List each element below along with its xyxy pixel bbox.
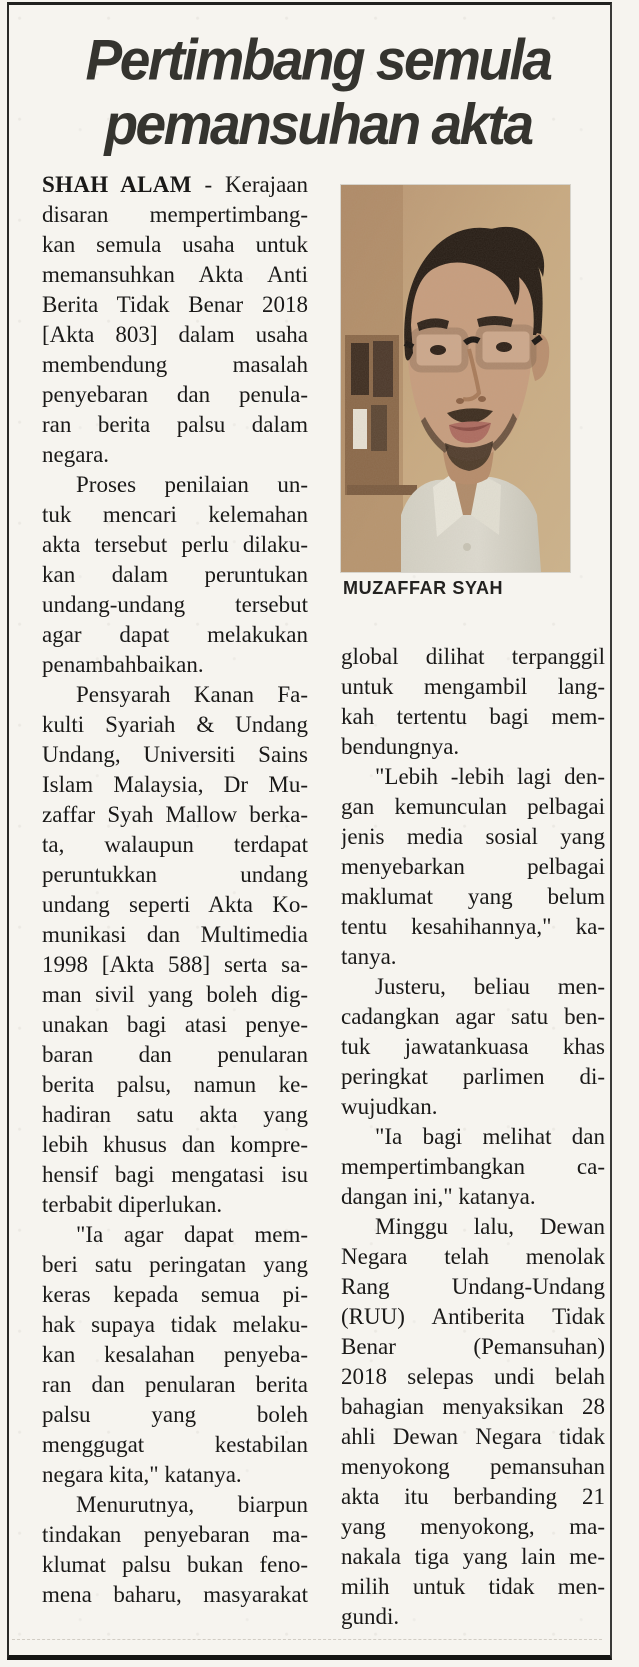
article-line: jenis media sosial yang	[341, 824, 605, 849]
article-line: beri satu peringatan yang	[42, 1252, 308, 1277]
article-line: lebih khusus dan kompre-	[42, 1132, 308, 1157]
article-headline	[18, 28, 618, 157]
article-line: wujudkan.	[341, 1094, 438, 1119]
scan-fold-line	[12, 1639, 602, 1640]
article-line: keras kepada semua pi-	[42, 1282, 308, 1307]
article-line: klumat palsu bukan feno-	[42, 1552, 308, 1577]
article-line: agar dapat melakukan	[42, 622, 308, 647]
article-column-left	[42, 170, 308, 1610]
article-line: penyebaran dan penula-	[42, 382, 308, 407]
dateline: SHAH ALAM	[42, 172, 192, 197]
article-line: kan semula usaha untuk	[42, 232, 308, 257]
article-line: maklumat yang belum	[341, 884, 605, 909]
article-line: gundi.	[341, 1604, 400, 1629]
article-line: Proses penilaian un-	[76, 472, 308, 497]
article-line: "Ia agar dapat mem-	[76, 1222, 308, 1247]
article-line: ta, walaupun terdapat	[42, 832, 308, 857]
article-line: zaffar Syah Mallow berka-	[42, 802, 308, 827]
article-line: hensif bagi mengatasi isu	[42, 1162, 308, 1187]
article-line: menyokong pemansuhan	[341, 1454, 605, 1479]
article-line: tindakan penyebaran ma-	[42, 1522, 308, 1547]
article-line: 1998 [Akta 588] serta sa-	[42, 952, 308, 977]
article-line: akta tersebut perlu dilaku-	[42, 532, 308, 557]
article-line: memansuhkan Akta Anti	[42, 262, 308, 287]
article-line: undang seperti Akta Ko-	[42, 892, 308, 917]
article-line: munikasi dan Multimedia	[42, 922, 308, 947]
article-line: kah tertentu bagi mem-	[341, 704, 605, 729]
article-line: bahagian menyaksikan 28	[341, 1394, 605, 1419]
article-line: palsu yang boleh	[42, 1402, 308, 1427]
headline-line-1: Pertimbang semula	[85, 27, 551, 92]
article-line: "Lebih -lebih lagi den-	[375, 764, 605, 789]
article-line: mena baharu, masyarakat	[42, 1582, 308, 1607]
article-line: terbabit diperlukan.	[42, 1192, 223, 1217]
article-line: hak supaya tidak melaku-	[42, 1312, 308, 1337]
portrait-photo	[341, 185, 570, 572]
article-line: disaran mempertimbang-	[42, 202, 308, 227]
article-line: dangan ini," katanya.	[341, 1184, 536, 1209]
article-line: Justeru, beliau men-	[375, 974, 605, 999]
article-line: undang-undang tersebut	[42, 592, 308, 617]
article-line: Berita Tidak Benar 2018	[42, 292, 308, 317]
article-line: kulti Syariah & Undang	[42, 712, 308, 737]
article-line: peringkat parlimen di-	[341, 1064, 605, 1089]
article-line: tuk jawatankuasa khas	[341, 1034, 605, 1059]
article-line: "Ia bagi melihat dan	[375, 1124, 605, 1149]
article-line: tentu kesahihannya," ka-	[341, 914, 605, 939]
article-line: Benar (Pemansuhan)	[341, 1334, 605, 1359]
article-line: akta itu berbanding 21	[341, 1484, 605, 1509]
article-line: tanya.	[341, 944, 397, 969]
article-line: SHAH ALAM - Kerajaan	[42, 172, 308, 197]
article-line: ahli Dewan Negara tidak	[341, 1424, 605, 1449]
article-line: penambahbaikan.	[42, 652, 204, 677]
article-line: Menurutnya, biarpun	[76, 1492, 308, 1517]
article-line: menyebarkan pelbagai	[341, 854, 605, 879]
article-line: gan kemunculan pelbagai	[341, 794, 605, 819]
article-column-right	[341, 642, 605, 1632]
article-line: ran dan penularan berita	[42, 1372, 308, 1397]
article-line: negara.	[42, 442, 110, 467]
photo-caption: MUZAFFAR SYAH	[343, 578, 504, 598]
article-line: Islam Malaysia, Dr Mu-	[42, 772, 308, 797]
article-line: yang menyokong, ma-	[341, 1514, 605, 1539]
article-line: milih untuk tidak men-	[341, 1574, 605, 1599]
headline-line-2: pemansuhan akta	[104, 92, 532, 157]
article-line: bendungnya.	[341, 734, 460, 759]
article-line: Rang Undang-Undang	[341, 1274, 605, 1299]
article-line: mempertimbangkan ca-	[341, 1154, 605, 1179]
article-line: membendung masalah	[42, 352, 308, 377]
article-line: Undang, Universiti Sains	[42, 742, 308, 767]
article-line: untuk mengambil lang-	[341, 674, 605, 699]
muzaffar-syah-photo	[341, 185, 570, 572]
article-line: Pensyarah Kanan Fa-	[76, 682, 308, 707]
article-line: menggugat kestabilan	[42, 1432, 308, 1457]
article-line: peruntukkan undang	[42, 862, 308, 887]
article-line: kan kesalahan penyeba-	[42, 1342, 308, 1367]
article-line: baran dan penularan	[42, 1042, 308, 1067]
article-line: nakala tiga yang lain me-	[341, 1544, 605, 1569]
article-line: tuk mencari kelemahan	[42, 502, 308, 527]
article-line: berita palsu, namun ke-	[42, 1072, 308, 1097]
article-line: hadiran satu akta yang	[42, 1102, 308, 1127]
article-line: man sivil yang boleh dig-	[42, 982, 308, 1007]
article-line: unakan bagi atasi penye-	[42, 1012, 308, 1037]
article-line: (RUU) Antiberita Tidak	[341, 1304, 605, 1329]
article-line: kan dalam peruntukan	[42, 562, 308, 587]
article-line: Minggu lalu, Dewan	[375, 1214, 605, 1239]
article-line: Negara telah menolak	[341, 1244, 605, 1269]
article-line: ran berita palsu dalam	[42, 412, 308, 437]
article-line: negara kita," katanya.	[42, 1462, 242, 1487]
article-line: [Akta 803] dalam usaha	[42, 322, 308, 347]
article-line: cadangkan agar satu ben-	[341, 1004, 605, 1029]
article-line: global dilihat terpanggil	[341, 644, 605, 669]
article-line: 2018 selepas undi belah	[341, 1364, 605, 1389]
